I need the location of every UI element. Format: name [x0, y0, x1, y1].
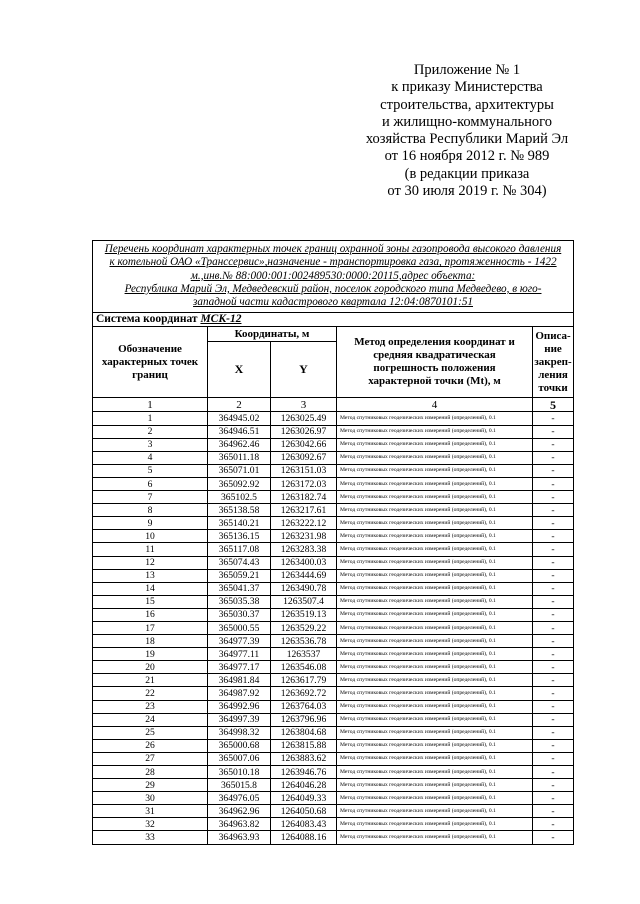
y-coordinate-cell: 1264050.68	[271, 805, 337, 818]
table-row	[93, 517, 574, 530]
table-row	[93, 687, 574, 700]
x-coordinate-cell: 365140.21	[208, 517, 271, 530]
method-cell: Метод спутниковых геодезических измерений (определений), 0.1	[337, 425, 533, 438]
table-row	[93, 831, 574, 844]
y-coordinate-cell: 1263182.74	[271, 491, 337, 504]
y-coordinate-cell: 1263222.12	[271, 517, 337, 530]
description-cell: -	[533, 635, 574, 648]
point-number-cell: 20	[93, 661, 208, 674]
x-coordinate-cell: 364976.05	[208, 792, 271, 805]
point-number-cell: 14	[93, 582, 208, 595]
appendix-line: от 16 ноября 2012 г. № 989	[384, 148, 550, 165]
x-coordinate-cell: 364946.51	[208, 425, 271, 438]
method-cell: Метод спутниковых геодезических измерений (определений), 0.1	[337, 595, 533, 608]
y-coordinate-cell: 1264088.16	[271, 831, 337, 844]
point-number-cell: 8	[93, 504, 208, 517]
x-coordinate-cell: 365000.68	[208, 739, 271, 752]
method-cell: Метод спутниковых геодезических измерений (определений), 0.1	[337, 477, 533, 490]
method-cell: Метод спутниковых геодезических измерений (определений), 0.1	[337, 831, 533, 844]
x-coordinate-cell: 365011.18	[208, 451, 271, 464]
x-coordinate-cell: 365030.37	[208, 608, 271, 621]
table-row	[93, 700, 574, 713]
point-number-cell: 31	[93, 805, 208, 818]
table-row	[93, 779, 574, 792]
column-numbers-row	[93, 398, 574, 412]
y-coordinate-cell: 1263883.62	[271, 752, 337, 765]
table-row	[93, 739, 574, 752]
x-coordinate-cell: 365059.21	[208, 569, 271, 582]
caption-line: к котельной ОАО «Транссервис»,назначение - транспортировка газа, протяженность - 1422	[109, 256, 557, 269]
table-row	[93, 530, 574, 543]
method-cell: Метод спутниковых геодезических измерений (определений), 0.1	[337, 556, 533, 569]
x-coordinate-cell: 364998.32	[208, 726, 271, 739]
table-row	[93, 464, 574, 477]
method-cell: Метод спутниковых геодезических измерений (определений), 0.1	[337, 739, 533, 752]
description-cell: -	[533, 805, 574, 818]
point-number-cell: 12	[93, 556, 208, 569]
table-row	[93, 425, 574, 438]
y-coordinate-cell: 1263537	[271, 648, 337, 661]
method-cell: Метод спутниковых геодезических измерений (определений), 0.1	[337, 792, 533, 805]
appendix-line: (в редакции приказа	[404, 165, 530, 182]
appendix-line: строительства, архитектуры	[380, 96, 554, 113]
method-cell: Метод спутниковых геодезических измерений (определений), 0.1	[337, 726, 533, 739]
column-number: 3	[271, 398, 337, 412]
y-coordinate-cell: 1263092.67	[271, 451, 337, 464]
point-number-cell: 30	[93, 792, 208, 805]
table-row	[93, 792, 574, 805]
description-cell: -	[533, 412, 574, 425]
method-cell: Метод спутниковых геодезических измерений (определений), 0.1	[337, 752, 533, 765]
description-cell: -	[533, 543, 574, 556]
appendix-block	[330, 62, 604, 200]
y-coordinate-cell: 1263536.78	[271, 635, 337, 648]
point-number-cell: 3	[93, 438, 208, 451]
description-cell: -	[533, 713, 574, 726]
method-cell: Метод спутниковых геодезических измерений (определений), 0.1	[337, 438, 533, 451]
point-number-cell: 15	[93, 595, 208, 608]
table-row	[93, 635, 574, 648]
table-row	[93, 543, 574, 556]
description-cell: -	[533, 556, 574, 569]
description-cell: -	[533, 726, 574, 739]
caption-line: Перечень координат характерных точек границ охранной зоны газопровода высокого давления	[104, 243, 562, 255]
table-caption	[93, 241, 574, 313]
table-row	[93, 661, 574, 674]
method-cell: Метод спутниковых геодезических измерений (определений), 0.1	[337, 818, 533, 831]
header-method: Метод определения координат и средняя квадратическая погрешность положения характерной точки (Mt), м	[337, 327, 533, 398]
x-coordinate-cell: 365136.15	[208, 530, 271, 543]
description-cell: -	[533, 621, 574, 634]
description-cell: -	[533, 700, 574, 713]
point-number-cell: 32	[93, 818, 208, 831]
coordinate-system-value: МСК-12	[200, 313, 242, 326]
y-coordinate-cell: 1263519.13	[271, 608, 337, 621]
point-number-cell: 22	[93, 687, 208, 700]
y-coordinate-cell: 1264083.43	[271, 818, 337, 831]
method-cell: Метод спутниковых геодезических измерений (определений), 0.1	[337, 766, 533, 779]
description-cell: -	[533, 451, 574, 464]
description-cell: -	[533, 582, 574, 595]
description-cell: -	[533, 752, 574, 765]
y-coordinate-cell: 1263042.66	[271, 438, 337, 451]
table-row	[93, 713, 574, 726]
y-coordinate-cell: 1263796.96	[271, 713, 337, 726]
x-coordinate-cell: 365102.5	[208, 491, 271, 504]
y-coordinate-cell: 1263026.97	[271, 425, 337, 438]
y-coordinate-cell: 1263172.03	[271, 477, 337, 490]
point-number-cell: 16	[93, 608, 208, 621]
method-cell: Метод спутниковых геодезических измерений (определений), 0.1	[337, 608, 533, 621]
y-coordinate-cell: 1263283.38	[271, 543, 337, 556]
x-coordinate-cell: 364963.82	[208, 818, 271, 831]
point-number-cell: 25	[93, 726, 208, 739]
x-coordinate-cell: 364977.17	[208, 661, 271, 674]
point-number-cell: 33	[93, 831, 208, 844]
y-coordinate-cell: 1263692.72	[271, 687, 337, 700]
y-coordinate-cell: 1263490.78	[271, 582, 337, 595]
method-cell: Метод спутниковых геодезических измерений (определений), 0.1	[337, 661, 533, 674]
method-cell: Метод спутниковых геодезических измерений (определений), 0.1	[337, 635, 533, 648]
table-row	[93, 582, 574, 595]
point-number-cell: 27	[93, 752, 208, 765]
method-cell: Метод спутниковых геодезических измерений (определений), 0.1	[337, 687, 533, 700]
point-number-cell: 18	[93, 635, 208, 648]
x-coordinate-cell: 364977.11	[208, 648, 271, 661]
point-number-cell: 28	[93, 766, 208, 779]
point-number-cell: 26	[93, 739, 208, 752]
method-cell: Метод спутниковых геодезических измерений (определений), 0.1	[337, 805, 533, 818]
description-cell: -	[533, 792, 574, 805]
description-cell: -	[533, 687, 574, 700]
table-row	[93, 491, 574, 504]
x-coordinate-cell: 365015.8	[208, 779, 271, 792]
y-coordinate-cell: 1263946.76	[271, 766, 337, 779]
table-row	[93, 818, 574, 831]
x-coordinate-cell: 364945.02	[208, 412, 271, 425]
point-number-cell: 19	[93, 648, 208, 661]
header-y: Y	[271, 342, 337, 398]
point-number-cell: 7	[93, 491, 208, 504]
column-number: 5	[533, 398, 574, 412]
point-number-cell: 21	[93, 674, 208, 687]
y-coordinate-cell: 1263546.08	[271, 661, 337, 674]
method-cell: Метод спутниковых геодезических измерений (определений), 0.1	[337, 779, 533, 792]
table-row	[93, 805, 574, 818]
method-cell: Метод спутниковых геодезических измерений (определений), 0.1	[337, 543, 533, 556]
description-cell: -	[533, 438, 574, 451]
y-coordinate-cell: 1263444.69	[271, 569, 337, 582]
y-coordinate-cell: 1263507.4	[271, 595, 337, 608]
method-cell: Метод спутниковых геодезических измерений (определений), 0.1	[337, 412, 533, 425]
table-row	[93, 569, 574, 582]
method-cell: Метод спутниковых геодезических измерений (определений), 0.1	[337, 713, 533, 726]
x-coordinate-cell: 365010.18	[208, 766, 271, 779]
description-cell: -	[533, 779, 574, 792]
caption-line: западной части кадастрового квартала 12:04:0870101:51	[193, 296, 474, 309]
description-cell: -	[533, 464, 574, 477]
method-cell: Метод спутниковых геодезических измерений (определений), 0.1	[337, 491, 533, 504]
table-row	[93, 621, 574, 634]
coordinate-system-label: Система координат	[96, 313, 198, 326]
description-cell: -	[533, 517, 574, 530]
x-coordinate-cell: 365041.37	[208, 582, 271, 595]
point-number-cell: 6	[93, 477, 208, 490]
appendix-line: Приложение № 1	[413, 62, 521, 78]
x-coordinate-cell: 365138.58	[208, 504, 271, 517]
point-number-cell: 23	[93, 700, 208, 713]
description-cell: -	[533, 648, 574, 661]
x-coordinate-cell: 365035.38	[208, 595, 271, 608]
method-cell: Метод спутниковых геодезических измерений (определений), 0.1	[337, 674, 533, 687]
description-cell: -	[533, 425, 574, 438]
coordinate-system-row	[93, 313, 574, 327]
description-cell: -	[533, 491, 574, 504]
y-coordinate-cell: 1263400.03	[271, 556, 337, 569]
x-coordinate-cell: 365071.01	[208, 464, 271, 477]
x-coordinate-cell: 364963.93	[208, 831, 271, 844]
appendix-line: к приказу Министерства	[391, 79, 543, 96]
caption-line: Республика Марий Эл, Медведевский район, поселок городского типа Медведево, в юго-	[124, 282, 542, 295]
table-row	[93, 438, 574, 451]
x-coordinate-cell: 364962.96	[208, 805, 271, 818]
appendix-line: от 30 июля 2019 г. № 304)	[387, 183, 547, 200]
description-cell: -	[533, 661, 574, 674]
method-cell: Метод спутниковых геодезических измерений (определений), 0.1	[337, 517, 533, 530]
header-designation: Обозначение характерных точек границ	[93, 327, 208, 398]
description-cell: -	[533, 530, 574, 543]
method-cell: Метод спутниковых геодезических измерений (определений), 0.1	[337, 569, 533, 582]
method-cell: Метод спутниковых геодезических измерений (определений), 0.1	[337, 504, 533, 517]
point-number-cell: 9	[93, 517, 208, 530]
table-row	[93, 726, 574, 739]
x-coordinate-cell: 365074.43	[208, 556, 271, 569]
x-coordinate-cell: 364977.39	[208, 635, 271, 648]
table-row	[93, 766, 574, 779]
header-description: Описа-ние закреп-ления точки	[533, 327, 574, 398]
y-coordinate-cell: 1263151.03	[271, 464, 337, 477]
x-coordinate-cell: 365092.92	[208, 477, 271, 490]
point-number-cell: 13	[93, 569, 208, 582]
y-coordinate-cell: 1263804.68	[271, 726, 337, 739]
table-row	[93, 504, 574, 517]
table-row	[93, 595, 574, 608]
y-coordinate-cell: 1263231.98	[271, 530, 337, 543]
method-cell: Метод спутниковых геодезических измерений (определений), 0.1	[337, 451, 533, 464]
column-number: 2	[208, 398, 271, 412]
x-coordinate-cell: 364987.92	[208, 687, 271, 700]
x-coordinate-cell: 364992.96	[208, 700, 271, 713]
y-coordinate-cell: 1264046.28	[271, 779, 337, 792]
header-coordinates: Координаты, м	[208, 327, 337, 342]
point-number-cell: 11	[93, 543, 208, 556]
appendix-line: хозяйства Республики Марий Эл	[365, 131, 569, 148]
table-row	[93, 648, 574, 661]
method-cell: Метод спутниковых геодезических измерений (определений), 0.1	[337, 621, 533, 634]
point-number-cell: 2	[93, 425, 208, 438]
point-number-cell: 1	[93, 412, 208, 425]
point-number-cell: 29	[93, 779, 208, 792]
description-cell: -	[533, 818, 574, 831]
x-coordinate-cell: 364981.84	[208, 674, 271, 687]
description-cell: -	[533, 595, 574, 608]
point-number-cell: 24	[93, 713, 208, 726]
description-cell: -	[533, 674, 574, 687]
description-cell: -	[533, 569, 574, 582]
column-number: 4	[337, 398, 533, 412]
coordinates-table	[92, 240, 574, 845]
method-cell: Метод спутниковых геодезических измерений (определений), 0.1	[337, 464, 533, 477]
method-cell: Метод спутниковых геодезических измерений (определений), 0.1	[337, 700, 533, 713]
point-number-cell: 4	[93, 451, 208, 464]
table-row	[93, 451, 574, 464]
table-row	[93, 674, 574, 687]
table-row	[93, 608, 574, 621]
y-coordinate-cell: 1263815.88	[271, 739, 337, 752]
table-row	[93, 477, 574, 490]
column-number: 1	[93, 398, 208, 412]
x-coordinate-cell: 364962.46	[208, 438, 271, 451]
point-number-cell: 10	[93, 530, 208, 543]
point-number-cell: 5	[93, 464, 208, 477]
header-x: X	[208, 342, 271, 398]
table-row	[93, 752, 574, 765]
description-cell: -	[533, 504, 574, 517]
method-cell: Метод спутниковых геодезических измерений (определений), 0.1	[337, 530, 533, 543]
y-coordinate-cell: 1263617.79	[271, 674, 337, 687]
y-coordinate-cell: 1263217.61	[271, 504, 337, 517]
point-number-cell: 17	[93, 621, 208, 634]
y-coordinate-cell: 1264049.33	[271, 792, 337, 805]
description-cell: -	[533, 477, 574, 490]
y-coordinate-cell: 1263529.22	[271, 621, 337, 634]
x-coordinate-cell: 365007.06	[208, 752, 271, 765]
table-row	[93, 412, 574, 425]
description-cell: -	[533, 766, 574, 779]
description-cell: -	[533, 831, 574, 844]
table-row	[93, 556, 574, 569]
caption-line: м.,инв.№ 88:000:001:002489530:0000:20115,адрес объекта:	[190, 269, 476, 282]
description-cell: -	[533, 739, 574, 752]
method-cell: Метод спутниковых геодезических измерений (определений), 0.1	[337, 648, 533, 661]
x-coordinate-cell: 365000.55	[208, 621, 271, 634]
x-coordinate-cell: 365117.08	[208, 543, 271, 556]
method-cell: Метод спутниковых геодезических измерений (определений), 0.1	[337, 582, 533, 595]
y-coordinate-cell: 1263025.49	[271, 412, 337, 425]
x-coordinate-cell: 364997.39	[208, 713, 271, 726]
appendix-line: и жилищно-коммунального	[381, 113, 553, 130]
y-coordinate-cell: 1263764.03	[271, 700, 337, 713]
description-cell: -	[533, 608, 574, 621]
